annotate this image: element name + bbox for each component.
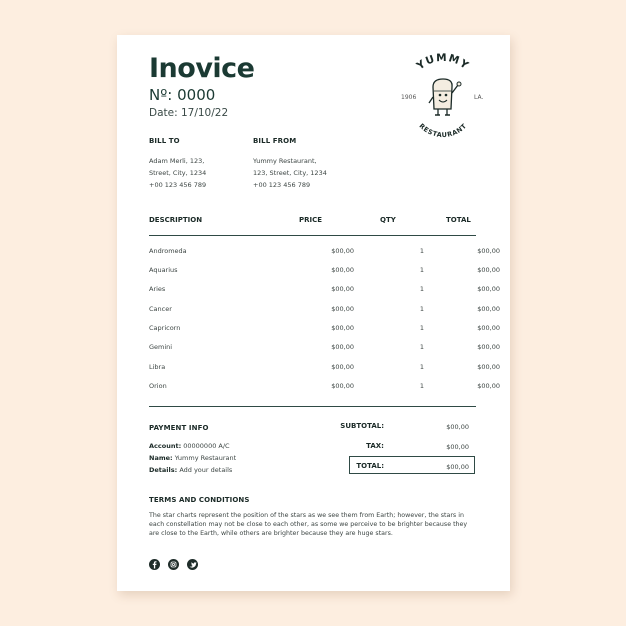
row-price: $00,00	[331, 343, 354, 351]
row-total: $00,00	[477, 285, 500, 293]
total-value: $00,00	[446, 463, 469, 471]
payment-name-value: Yummy Restaurant	[174, 454, 237, 462]
facebook-icon[interactable]	[149, 559, 160, 570]
logo-top-text: YUMMY	[414, 53, 472, 73]
table-row	[149, 247, 500, 259]
row-description: Aquarius	[149, 266, 178, 274]
row-price: $00,00	[331, 324, 354, 332]
svg-text:RESTAURANT	[418, 122, 469, 139]
bill-from-line: 123, Street, City, 1234	[253, 169, 327, 177]
twitter-icon[interactable]	[187, 559, 198, 570]
row-total: $00,00	[477, 324, 500, 332]
tax-value: $00,00	[446, 443, 469, 451]
payment-account-label: Account:	[149, 442, 182, 450]
table-header-divider	[149, 235, 476, 236]
row-price: $00,00	[331, 363, 354, 371]
table-row	[149, 305, 500, 317]
payment-details	[149, 466, 232, 474]
row-qty: 1	[419, 266, 424, 274]
row-qty: 1	[419, 343, 424, 351]
tax-label: TAX:	[366, 442, 384, 450]
row-qty: 1	[419, 382, 424, 390]
row-description: Aries	[149, 285, 166, 293]
payment-details-value: Add your details	[179, 466, 233, 474]
row-total: $00,00	[477, 266, 500, 274]
table-row	[149, 363, 500, 375]
row-qty: 1	[419, 247, 424, 255]
bill-from-address	[253, 155, 327, 191]
table-row	[149, 285, 500, 297]
bill-to-line: Street, City, 1234	[149, 169, 207, 177]
invoice-number: Nº: 0000	[149, 86, 216, 104]
column-header-price: PRICE	[299, 216, 323, 224]
table-row	[149, 324, 500, 336]
row-total: $00,00	[477, 382, 500, 390]
logo-city: LA.	[474, 94, 484, 101]
row-description: Andromeda	[149, 247, 187, 255]
invoice-sheet	[117, 35, 510, 591]
table-bottom-divider	[149, 406, 476, 407]
payment-account	[149, 442, 230, 450]
row-price: $00,00	[331, 382, 354, 390]
row-description: Cancer	[149, 305, 172, 313]
invoice-date: Date: 17/10/22	[149, 107, 229, 119]
toast-mascot-icon	[429, 79, 461, 115]
column-header-qty: QTY	[380, 216, 396, 224]
row-total: $00,00	[477, 247, 500, 255]
row-qty: 1	[419, 285, 424, 293]
bill-from-label: BILL FROM	[253, 137, 297, 145]
row-total: $00,00	[477, 343, 500, 351]
subtotal-value: $00,00	[446, 423, 469, 431]
bill-to-label: BILL TO	[149, 137, 180, 145]
column-header-total: TOTAL	[446, 216, 471, 224]
row-description: Capricorn	[149, 324, 181, 332]
logo-bottom-text: RESTAURANT	[417, 121, 469, 140]
row-total: $00,00	[477, 363, 500, 371]
logo-year: 1906	[401, 94, 417, 101]
row-description: Libra	[149, 363, 166, 371]
row-price: $00,00	[331, 305, 354, 313]
subtotal-label: SUBTOTAL:	[340, 422, 384, 430]
row-price: $00,00	[331, 285, 354, 293]
terms-text: The star charts represent the position of the stars as we see them from Earth; however, the stars in each constellation may not be close to each other, as some we perceive to be brighter because they are close to the Earth, while others are brighter because they are huge stars.	[149, 512, 468, 537]
payment-account-value: 00000000 A/C	[183, 442, 230, 450]
row-description: Gemini	[149, 343, 173, 351]
row-price: $00,00	[331, 247, 354, 255]
row-qty: 1	[419, 363, 424, 371]
bill-from-line: Yummy Restaurant,	[253, 157, 317, 165]
total-label: TOTAL:	[356, 462, 384, 470]
payment-info-label: PAYMENT INFO	[149, 424, 209, 432]
row-price: $00,00	[331, 266, 354, 274]
column-header-description: DESCRIPTION	[149, 216, 203, 224]
invoice-title: Inovice	[149, 53, 255, 84]
instagram-icon[interactable]	[168, 559, 179, 570]
row-total: $00,00	[477, 305, 500, 313]
table-row	[149, 343, 500, 355]
svg-text:YUMMY	[414, 53, 472, 73]
payment-name-label: Name:	[149, 454, 173, 462]
restaurant-logo	[395, 53, 491, 143]
bill-to-address	[149, 155, 206, 191]
row-description: Orion	[149, 382, 167, 390]
table-row	[149, 382, 500, 394]
row-qty: 1	[419, 324, 424, 332]
row-qty: 1	[419, 305, 424, 313]
terms-label: TERMS AND CONDITIONS	[149, 496, 250, 504]
payment-details-label: Details:	[149, 466, 178, 474]
bill-to-line: Adam Merli, 123,	[149, 157, 205, 165]
bill-to-line: +00 123 456 789	[149, 181, 207, 189]
payment-name	[149, 454, 236, 462]
table-row	[149, 266, 500, 278]
bill-from-line: +00 123 456 789	[253, 181, 311, 189]
